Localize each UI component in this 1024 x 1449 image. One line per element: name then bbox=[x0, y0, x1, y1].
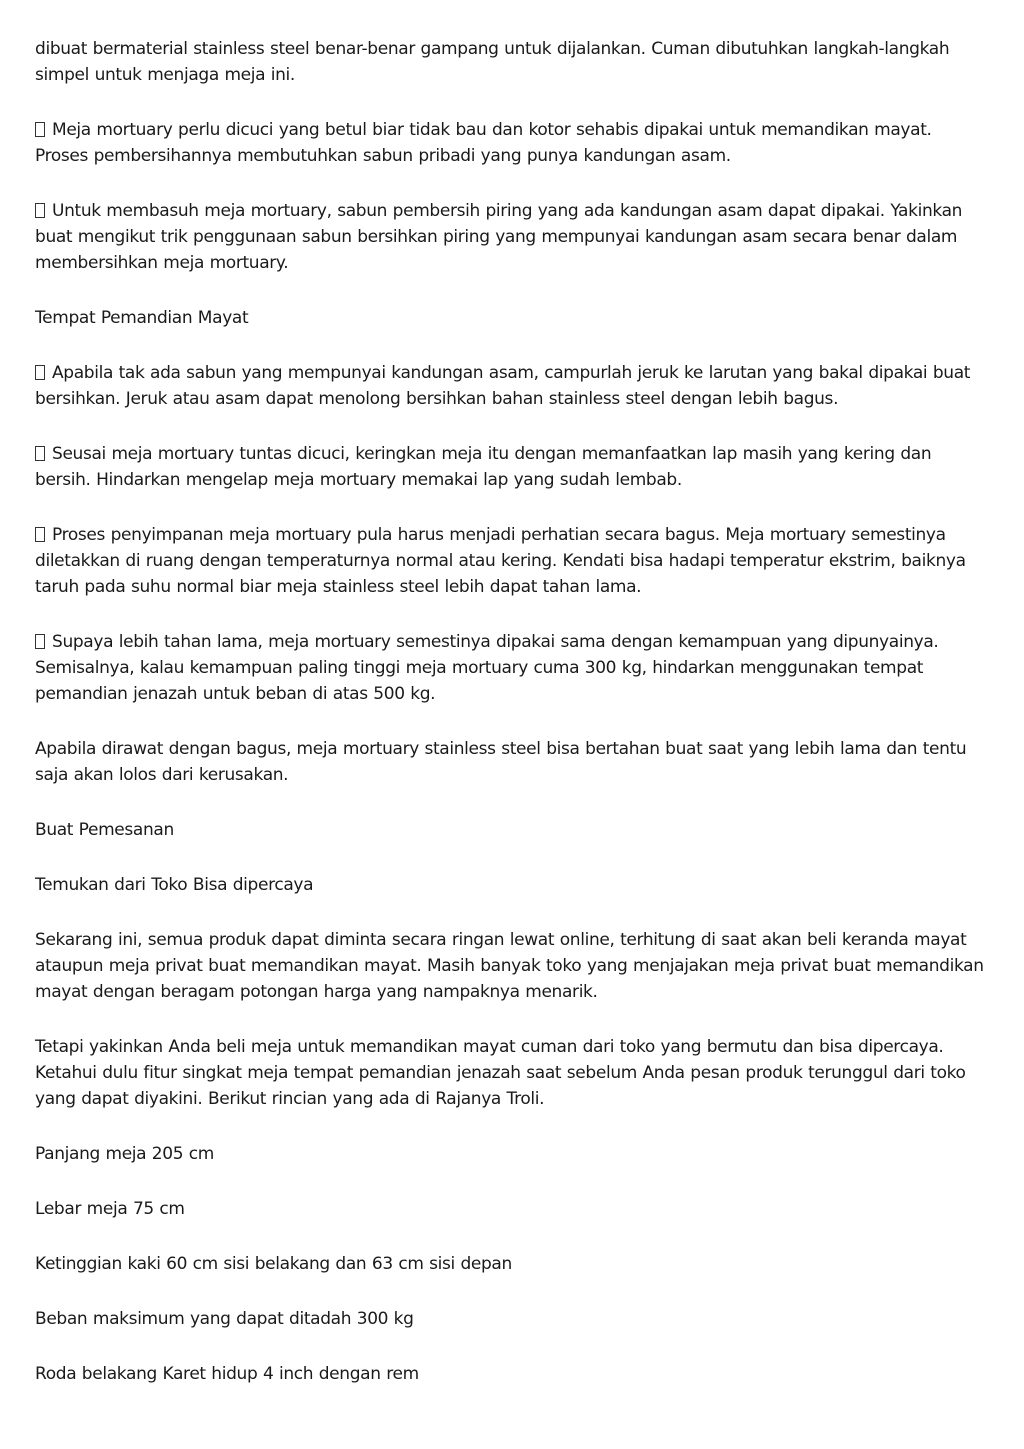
paragraph-intro: dibuat bermaterial stainless steel benar-benar gampang untuk dijalankan. Cuman dibutuhkan langkah-langkah simpel untuk menjaga meja ini. bbox=[35, 39, 950, 85]
bullet-paragraph: Supaya lebih tahan lama, meja mortuary semestinya dipakai sama dengan kemampuan yang dipunyainya. Semisalnya, kalau kemampuan paling tinggi meja mortuary cuma 300 kg, hindarkan menggunakan tempat pemandian jenazah untuk beban di atas 500 kg. bbox=[35, 632, 939, 704]
bullet-box-icon bbox=[35, 365, 45, 380]
section-heading: Tempat Pemandian Mayat bbox=[35, 308, 249, 328]
section-heading: Temukan dari Toko Bisa dipercaya bbox=[35, 875, 314, 895]
bullet-box-icon bbox=[35, 527, 45, 542]
bullet-paragraph: Proses penyimpanan meja mortuary pula harus menjadi perhatian secara bagus. Meja mortuary semestinya diletakkan di ruang dengan temperaturnya normal atau kering. Kendati bisa hadapi temperatur ekstrim, baiknya taruh pada suhu normal biar meja stainless steel lebih dapat tahan lama. bbox=[35, 525, 966, 597]
bullet-box-icon bbox=[35, 122, 45, 137]
spec-line: Lebar meja 75 cm bbox=[35, 1199, 185, 1219]
bullet-box-icon bbox=[35, 446, 45, 461]
spec-line: Roda belakang Karet hidup 4 inch dengan rem bbox=[35, 1364, 419, 1384]
paragraph: Apabila dirawat dengan bagus, meja mortuary stainless steel bisa bertahan buat saat yang lebih lama dan tentu saja akan lolos dari kerusakan. bbox=[35, 739, 967, 785]
spec-line: Ketinggian kaki 60 cm sisi belakang dan 63 cm sisi depan bbox=[35, 1254, 512, 1274]
section-heading: Buat Pemesanan bbox=[35, 820, 174, 840]
paragraph: Tetapi yakinkan Anda beli meja untuk memandikan mayat cuman dari toko yang bermutu dan bisa dipercaya. Ketahui dulu fitur singkat meja tempat pemandian jenazah saat sebelum Anda pesan produk terunggul dari toko yang dapat diyakini. Berikut rincian yang ada di Rajanya Troli. bbox=[35, 1037, 966, 1109]
bullet-box-icon bbox=[35, 203, 45, 218]
spec-line: Panjang meja 205 cm bbox=[35, 1144, 214, 1164]
document-body bbox=[35, 36, 990, 1416]
bullet-paragraph: Apabila tak ada sabun yang mempunyai kandungan asam, campurlah jeruk ke larutan yang bakal dipakai buat bersihkan. Jeruk atau asam dapat menolong bersihkan bahan stainless steel dengan lebih bagus. bbox=[35, 363, 971, 409]
spec-line: Beban maksimum yang dapat ditadah 300 kg bbox=[35, 1309, 414, 1329]
bullet-box-icon bbox=[35, 634, 45, 649]
paragraph: Sekarang ini, semua produk dapat diminta secara ringan lewat online, terhitung di saat akan beli keranda mayat ataupun meja privat buat memandikan mayat. Masih banyak toko yang menjajakan meja privat buat memandikan mayat dengan beragam potongan harga yang nampaknya menarik. bbox=[35, 930, 984, 1002]
bullet-paragraph: Seusai meja mortuary tuntas dicuci, keringkan meja itu dengan memanfaatkan lap masih yang kering dan bersih. Hindarkan mengelap meja mortuary memakai lap yang sudah lembab. bbox=[35, 444, 932, 490]
bullet-paragraph: Untuk membasuh meja mortuary, sabun pembersih piring yang ada kandungan asam dapat dipakai. Yakinkan buat mengikut trik penggunaan sabun bersihkan piring yang mempunyai kandungan asam secara benar dalam membersihkan meja mortuary. bbox=[35, 201, 963, 273]
bullet-paragraph: Meja mortuary perlu dicuci yang betul biar tidak bau dan kotor sehabis dipakai untuk memandikan mayat. Proses pembersihannya membutuhkan sabun pribadi yang punya kandungan asam. bbox=[35, 120, 932, 166]
